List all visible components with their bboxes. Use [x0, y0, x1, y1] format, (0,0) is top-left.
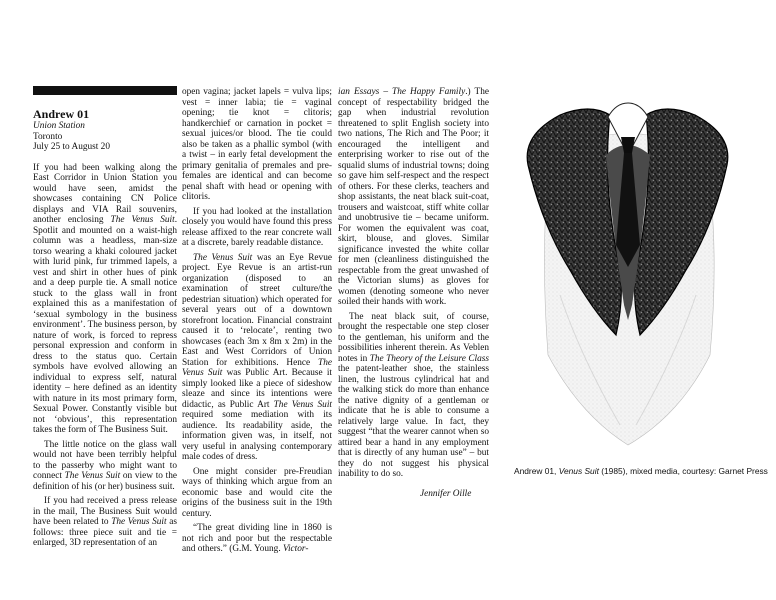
exhibition-venue: Union Station: [33, 121, 85, 131]
paragraph: ian Essays – The Happy Family.) The concept of respectability bridged the gap when industrial revolution threatened to split English society into two nations, The Rich and The Poor; it encouraged the intelligent and enterprising worker to rise out of the squalid slums of industrial towns; doing so gave him self-respect and the respect of others. For these clerks, teachers and shop assistants, the neat black suit-coat, trousers and waistcoat, stiff white collar and unobtrusive tie – became uniform. For women the equivalent was coat, skirt, blouse, and gloves. Similar significance invested the white collar for men (cleanliness distinguished the respectable from the great unwashed of the Victorian slums) as gloves for women (denoting someone who never soiled their hands with work.: [338, 87, 490, 307]
paragraph: If you had looked at the installation closely you would have found this press release affixed to the rear concrete wall at a discrete, barely readable distance.: [182, 206, 332, 248]
paragraph: If you had received a press release in the mail, The Business Suit would have been related to The Venus Suit as follows: three piece suit and tie = enlarged, 3D representation of an: [33, 496, 177, 548]
column-2: [182, 87, 332, 555]
author-signature: Jennifer Oille: [420, 489, 472, 499]
exhibition-title: Andrew 01: [33, 107, 90, 121]
exhibition-header: [33, 107, 177, 153]
exhibition-city: Toronto: [33, 131, 63, 142]
venus-suit-photo: [520, 95, 735, 455]
column-1: [33, 107, 177, 549]
exhibition-dates: July 25 to August 20: [33, 142, 110, 152]
column-3: [338, 87, 489, 480]
paragraph: One might consider pre-Freudian ways of thinking which argue from an economic base and would cite the origins of the business suit in the 19th century.: [182, 466, 332, 519]
paragraph: If you had been walking along the East Corridor in Union Station you would have seen, amidst the showcases containing CN Police displays and VIA Rail souvenirs, another enclosing The Venus Suit. Spotlit and mounted on a waist-high column was a headless, man-size torso wearing a khaki coloured jacket with lurid pink, fur trimmed lapels, a vest and shirt in other hues of pink and a deep purple tie. A small notice stuck to the glass wall in front explained this as a manifestation of ‘sexual symbology in the business environment’. The business person, by nature of work, is forced to repress personal expression and conform in dress to the status quo. Certain symbols have evolved allowing an individual to express self, natural identity – here defined as an identity with nature in its most primary form, Sexual Power. Constantly visible but not ‘obvious’, this representation takes the form of The Business Suit.: [33, 162, 178, 435]
photo-caption: Andrew 01, Venus Suit (1985), mixed media, courtesy: Garnet Press: [514, 466, 768, 476]
paragraph: The little notice on the glass wall would not have been terribly helpful to the passerby who might want to connect The Venus Suit on view to the definition of his (or her) business suit.: [33, 439, 177, 492]
paragraph: open vagina; jacket lapels = vulva lips; vest = inner labia; tie = vaginal opening; tie knot = clitoris; handkerchief or carnation in pocket = sexual juices/or blood. The tie could also be taken as a phallic symbol (with a twist – in early fetal development the primary genitalia of premales and pre-females are identical and can become penal shaft with head or opening with clitoris.: [182, 87, 332, 202]
paragraph: The neat black suit, of course, brought the respectable one step closer to the gentleman, his uniform and the possibilities inherent therein. As Veblen notes in The Theory of the Leisure Class the patent-leather shoe, the stainless linen, the lustrous cylindrical hat and the walking stick do more than enhance the native dignity of a gentleman or indicate that he is able to consume a relatively large value. In fact, they suggest “that the wearer cannot when so attired bear a hand in any employment that is directly of any human use” – but they do not suggest his physical inability to do so.: [338, 311, 489, 479]
header-rule: [33, 86, 177, 95]
paragraph: The Venus Suit was an Eye Revue project. Eye Revue is an artist-run organization (disposed to an examination of street culture/the pedestrian situation) which operated for several years out of a downtown storefront location. Financial constraint caused it to ‘relocate’, renting two showcases (each 3m x 8m x 2m) in the East and West Corridors of Union Station for exhibitions. Hence The Venus Suit was Public Art. Because it simply looked like a piece of sideshow sleaze and since its intentions were didactic, as Public Art The Venus Suit required some mediation with its audience. Its readability aside, the information given was, in itself, not very useful in analysing contemporary male codes of dress.: [182, 252, 332, 462]
paragraph: “The great dividing line in 1860 is not rich and poor but the respectable and others.” (G.M. Young. Victor-: [182, 523, 332, 554]
